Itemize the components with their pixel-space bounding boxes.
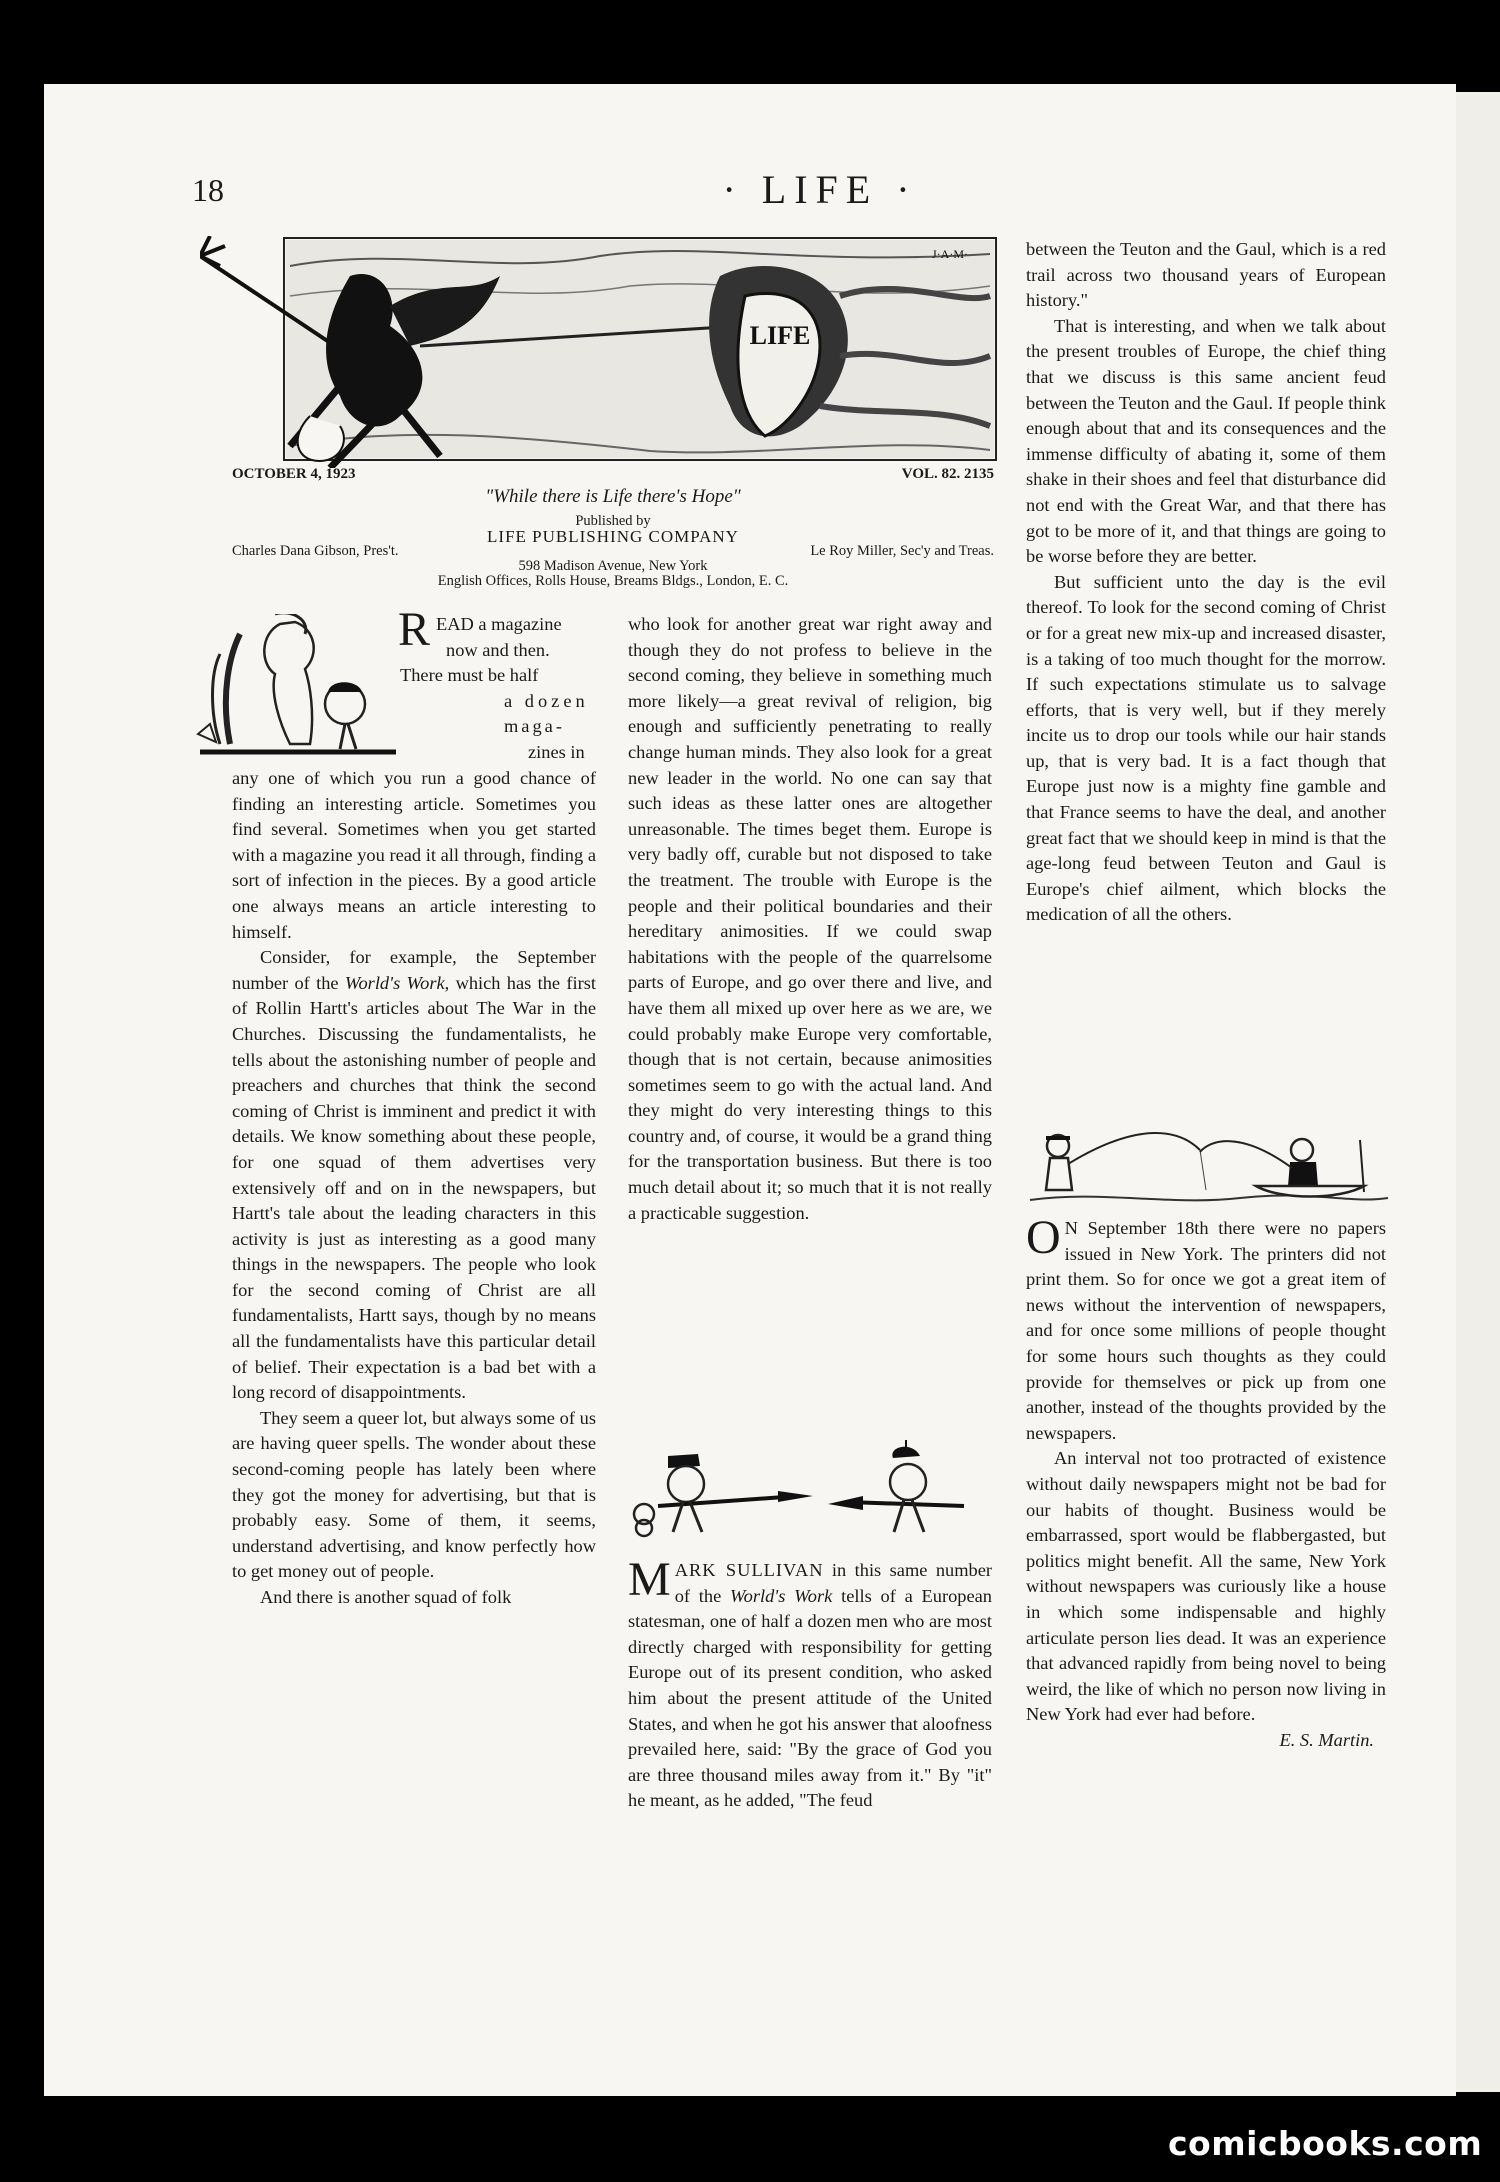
illustrator-initials: J·A·M· bbox=[932, 247, 968, 261]
column-2 bbox=[628, 612, 992, 1226]
col3-paragraph-1: between the Teuton and the Gaul, which is a red trail across two thousand years of European history." bbox=[1026, 239, 1386, 311]
read-line-4: a dozen bbox=[504, 690, 589, 711]
secretary: Le Roy Miller, Sec'y and Treas. bbox=[810, 543, 994, 559]
col1-paragraph-2 bbox=[232, 945, 596, 1406]
mark-sullivan: ARK SULLIVAN bbox=[674, 1560, 824, 1580]
issue-volume: VOL. 82. 2135 bbox=[901, 466, 994, 482]
header-illustration bbox=[200, 236, 998, 468]
publisher-address: 598 Madison Avenue, New York bbox=[518, 558, 708, 574]
col3-paragraph-2: That is interesting, and when we talk about the present troubles of Europe, the chief thing that we discuss is this same ancient feud between the Teuton and the Gaul. If people think enough about that and its consequences and the immense difficulty of abating it, some of them shake in their shoes and feel that disturbance did not end with the Great War, and that there has got to be more of it, and that things are going to be worse before they are better. bbox=[1026, 315, 1386, 567]
publisher-block bbox=[232, 514, 994, 589]
published-by: Published by bbox=[575, 513, 651, 529]
sullivan-paragraph bbox=[628, 1553, 993, 1814]
read-line-6: zines in bbox=[528, 741, 585, 762]
mk-worlds-work: World's Work bbox=[730, 1585, 833, 1606]
on-paragraph-2: An interval not too protracted of existence without daily newspapers might not be bad for our habits of thought. Business would be embarrassed, sport would be flabbergasted, but politics might benefit. All the same, New York without newspapers was curiously like a house in which some indispensable and highly articulate person lies dead. It was an experience that advanced rapidly from being novel to being weird, the like of which no person now living in New York had ever had before. bbox=[1026, 1448, 1386, 1725]
publisher-name: LIFE PUBLISHING COMPANY bbox=[487, 527, 739, 546]
column-3 bbox=[1026, 237, 1386, 928]
mk-text-b: tells of a European statesman, one of half a dozen men who are most directly charged with responsibility for getting Europe out of its present condition, who asked him about the present attitude of the United States, and when he got his answer that aloofness prevailed here, said: "By the grace of God you are three thousand miles away from it." By "it" he meant, as he added, "The feud bbox=[628, 1585, 992, 1811]
president: Charles Dana Gibson, Pres't. bbox=[232, 543, 399, 559]
read-intro bbox=[398, 603, 596, 766]
col1-continuation: any one of which you run a good chance of finding an interesting article. Sometimes you find several. Sometimes when you get started with a magazine you read it all through, finding a sort of infection in the pieces. By a good article one always means an article interesting to himself. bbox=[232, 768, 596, 942]
drop-cap-o: O bbox=[1026, 1211, 1061, 1264]
col1-paragraph-4: And there is another squad of folk bbox=[260, 1587, 512, 1607]
author-signature: E. S. Martin. bbox=[1279, 1729, 1374, 1750]
read-line-5: maga- bbox=[504, 716, 565, 737]
col3-paragraph-3: But sufficient unto the day is the evil thereof. To look for the second coming of Christ or for a great new mix-up and increased disaster, is a taking of too much thought for the morrow. If such expectations stimulate us to salvage efforts, that is very well, but if they merely incite us to drop our tools while our hair stands up, that is very bad. It is a fact though that Europe just now is a mighty fine gamble and that France seems to have the deal, and another great fact that we should keep in mind is that the age-long feud between Teuton and Gaul is Europe's chief ailment, which blocks the medication of all the others. bbox=[1026, 571, 1386, 925]
shield-text: LIFE bbox=[749, 321, 811, 350]
site-watermark: comicbooks.com bbox=[1168, 2124, 1483, 2163]
drop-cap-m: M bbox=[628, 1553, 671, 1606]
on-text-a: N September 18th there were no papers issued in New York. The printers did not print them. So for once we got a great item of news without the intervention of newspapers, and for once some millions of people thought for some hours such thoughts as they could provide for themselves or pick up from one another, instead of the thoughts provided by the newspapers. bbox=[1026, 1218, 1386, 1443]
p2-worlds-work: World's Work bbox=[344, 972, 445, 993]
fishermen-illustration bbox=[1020, 1120, 1392, 1212]
column-1 bbox=[232, 766, 596, 1611]
drop-cap-r: R bbox=[398, 603, 431, 656]
mk-text-a: in this same number of the bbox=[674, 1560, 993, 1606]
p2-text-b: , which has the first of Rollin Hartt's articles about The War in the Churches. Discussing the fundamentalists, he tells about the astonishing number of people and preachers and churches that think the second coming of Christ is imminent and predict it with details. We know something about these people, for one squad of them advertises very extensively off and on in the newspapers, but Hartt's tale about the leading characters in this activity is just as interesting as a good many things in the newspapers. The people who look for the second coming of Christ are all fundamentalists, Hartt says, though by no means all the fundamentalists have this particular detail of belief. Their expectation is a bad bet with a long record of disappointments. bbox=[232, 972, 596, 1403]
col1-paragraph-3: They seem a queer lot, but always some of us are having queer spells. The wonder about these second-coming people has lately been where they got the money for advertising, but that is probably easy. Some of them, it seems, understand advertising, and know perfectly how to get money out of people. bbox=[232, 1407, 596, 1582]
issue-date: OCTOBER 4, 1923 bbox=[232, 466, 356, 482]
on-paragraph-1 bbox=[1026, 1211, 1386, 1446]
uncle-sam-illustration bbox=[180, 614, 398, 764]
english-offices: English Offices, Rolls House, Breams Bldgs., London, E. C. bbox=[437, 573, 789, 589]
read-line-3: There must be half bbox=[400, 665, 539, 686]
motto: "While there is Life there's Hope" bbox=[485, 486, 741, 507]
p2-text-a: Consider, for example, the September number of the bbox=[232, 947, 596, 993]
soldiers-illustration bbox=[628, 1436, 992, 1546]
officers-row bbox=[232, 544, 994, 559]
next-page-edge bbox=[1456, 92, 1500, 2092]
read-line-1: EAD a magazine bbox=[436, 614, 562, 634]
newspaper-strike-section bbox=[1026, 1211, 1386, 1753]
page-number: 18 bbox=[192, 172, 224, 208]
masthead-title: · LIFE · bbox=[722, 167, 918, 212]
read-line-2: now and then. bbox=[446, 639, 550, 660]
col2-paragraph-1: who look for another great war right away and though they do not profess to believe in the second coming, they believe in something much more likely—a great revival of religion, big enough and sufficiently penetrating to really change human minds. They also look for a great new leader in the world. No one can say that such ideas as these latter ones are altogether unreasonable. The times beget them. Europe is very badly off, curable but not disposed to take the treatment. The trouble with Europe is the people and their political boundaries and their hereditary animosities. If we could swap habitations with the people of the quarrelsome parts of Europe, and go over there and live, and have them all mixed up over here as we are, we could probably make Europe very comfortable, though that is not certain, because animosities sometimes seem to go with the actual land. And they might do very interesting things to this country and, of course, it would be a grand thing for the transportation business. But there is too much detail about it; so much that it is not really a practicable suggestion. bbox=[628, 614, 992, 1223]
sullivan-section bbox=[628, 1553, 993, 1814]
